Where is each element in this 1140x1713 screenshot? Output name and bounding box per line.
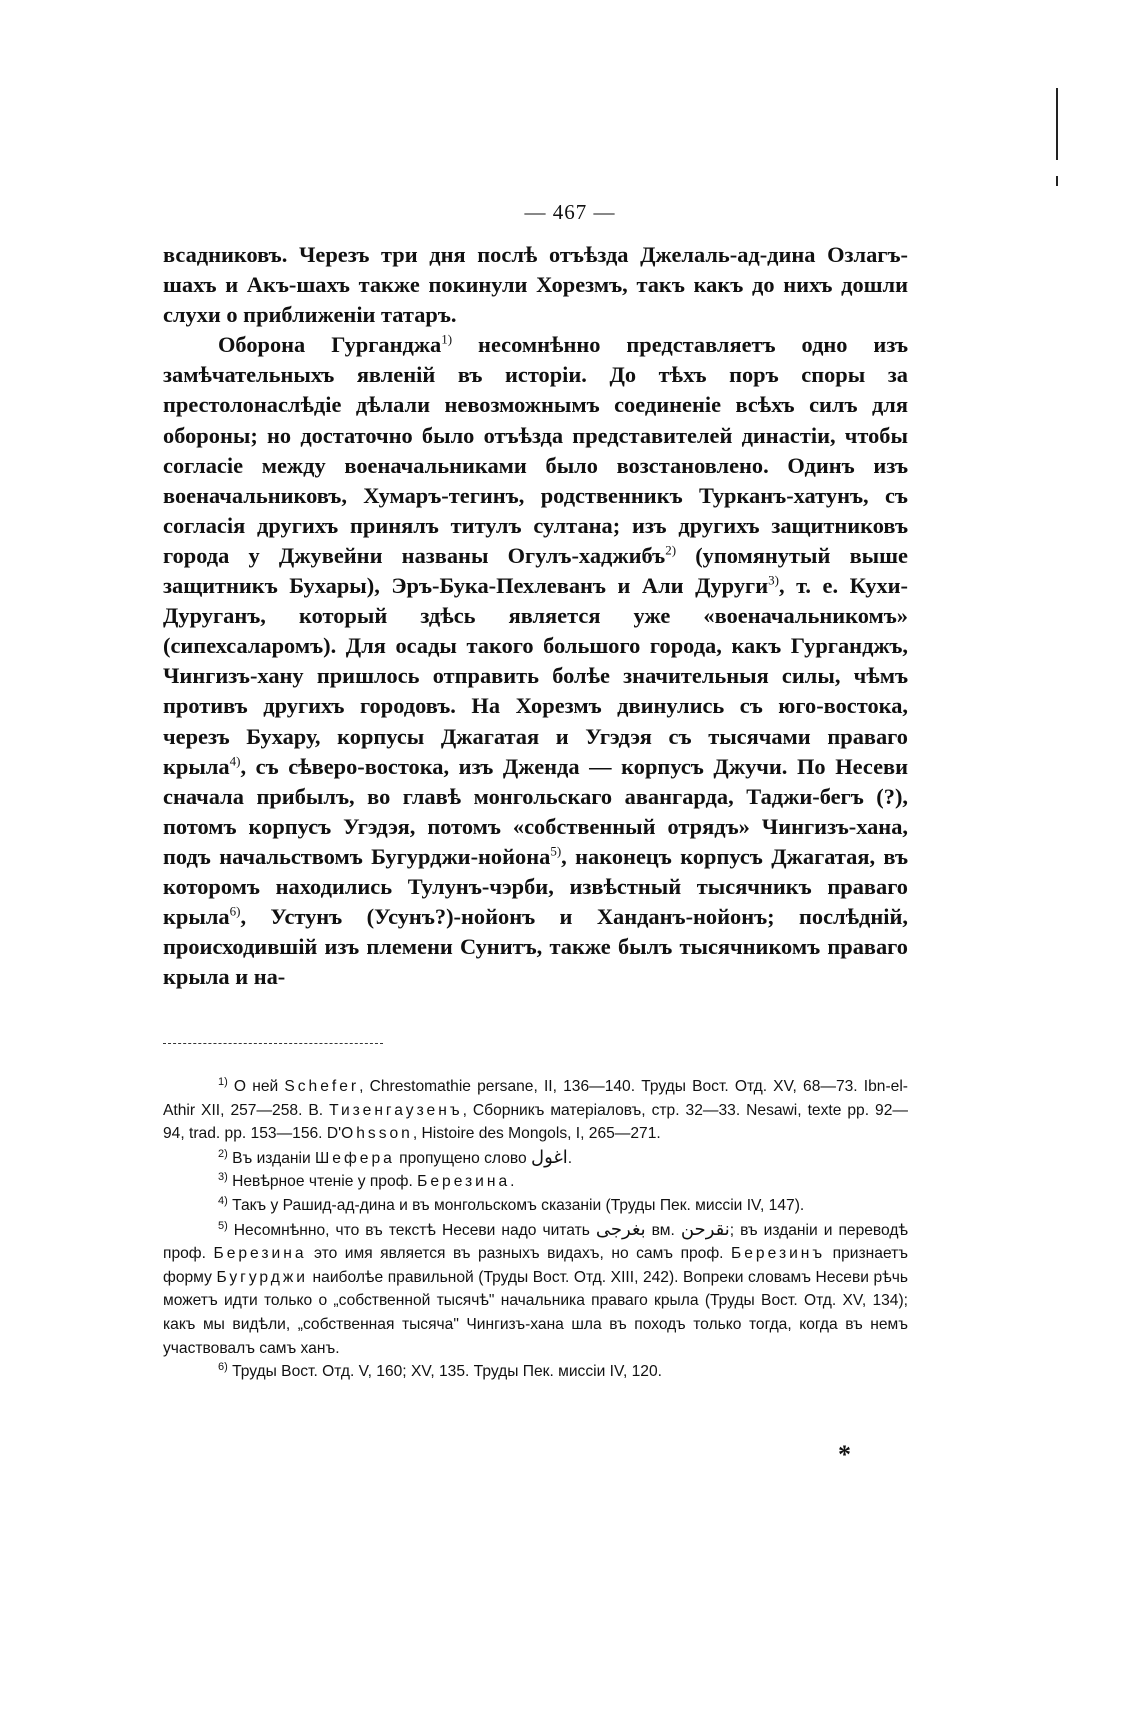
footnote-ref-1: 1)	[441, 331, 453, 347]
scan-edge-line	[1056, 176, 1058, 186]
footnote-ref-2: 2)	[665, 542, 677, 558]
footnote-4: $^{4)}$ Такъ у Рашид-ад-дина и въ монгольскомъ сказаніи (Труды Пек. миссіи IV, 147).	[218, 1194, 805, 1214]
arabic-word: نقرحن	[680, 1218, 730, 1240]
paragraph-1: всадниковъ. Черезъ три дня послѣ отъѣзда Джелаль-ад-дина Озлагъ-шахъ и Акъ-шахъ также покинули Хорезмъ, такъ какъ до нихъ дошли слухи о приближеніи татаръ.	[163, 242, 908, 328]
arabic-word: اغول	[531, 1146, 568, 1168]
main-text	[163, 240, 908, 992]
arabic-word: بغرجى	[595, 1218, 646, 1240]
footnote-3: $^{3)}$ Невѣрное чтеніе у проф. Березина.	[218, 1171, 515, 1191]
footnote-ref-3: 3)	[768, 572, 779, 588]
footnote-ref-4: 4)	[229, 753, 241, 769]
footnote-ref-5: 5)	[550, 843, 562, 859]
footnote-divider	[163, 1043, 383, 1044]
scan-edge-line	[1056, 88, 1058, 160]
footnote-2: $^{2)}$ Въ изданіи Шефера пропущено слово اغول.	[218, 1146, 573, 1168]
paragraph-2: Оборона Гурганджа$^{1)}$ несомнѣнно представляетъ одно изъ замѣчательныхъ явленій въ исторіи. До тѣхъ поръ споры за престолонаслѣдіе дѣлали невозможнымъ соединеніе всѣхъ силъ для обороны; но достаточно было отъѣзда представителей династіи, чтобы согласіе между военачальниками было возстановлено. Одинъ изъ военачальниковъ, Хумаръ-тегинъ, родственникъ Турканъ-хатунъ, съ согласія другихъ принялъ титулъ султана; изъ другихъ защитниковъ города у Джувейни названы Огулъ-хаджибъ$^{2)}$ (упомянутый выше защитникъ Бухары), Эръ-Бука-Пехлеванъ и Али Дуруги$^{3)}$, т. е. Кухи-Дуруганъ, который здѣсь является уже «военачальникомъ» (сипехсаларомъ). Для осады такого большого города, какъ Гурганджъ, Чингизъ-хану пришлось отправить болѣе значительныя силы, чѣмъ противъ другихъ городовъ. На Хорезмъ двинулись съ юго-востока, черезъ Бухару, корпусы Джагатая и Угэдэя съ тысячами праваго крыла$^{4)}$, съ сѣверо-востока, изъ Дженда — корпусъ Джучи. По Несеви сначала прибылъ, во главѣ монгольскаго авангарда, Таджи-бегъ (?), потомъ корпусъ Угэдэя, потомъ «собственный отрядъ» Чингизъ-хана, подъ начальствомъ Бугурджи-нойона$^{5)}$, наконецъ корпусъ Джагатая, въ которомъ находились Тулунъ-чэрби, извѣстный тысячникъ праваго крыла$^{6)}$, Устунъ (Усунъ?)-нойонъ и Ханданъ-нойонъ; послѣдній, происходившій изъ племени Сунитъ, также былъ тысячникомъ праваго крыла и на-	[163, 331, 909, 990]
footnote-1: $^{1)}$ О ней Schefer, Chrestomathie persane, II, 136—140. Труды Вост. Отд. XV, 68—73. Ibn-el-Athir XII, 257—258. В. Тизенгаузенъ, Сборникъ матеріаловъ, стр. 32—33. Nesawi, texte pp. 92—94, trad. pp. 153—156. D'Ohsson, Histoire des Mongols, I, 265—271.	[163, 1075, 908, 1143]
footnote-5: $^{5)}$ Несомнѣнно, что въ текстѣ Несеви надо читать بغرجى вм. نقرحن; въ изданіи и переводѣ проф. Березина это имя является въ разныхъ видахъ, но самъ проф. Березинъ признаетъ форму Бугурджи наиболѣе правильной (Труды Вост. Отд. XIII, 242). Вопреки словамъ Несеви рѣчь можетъ идти только о „собственной тысячѣ" начальника праваго крыла (Труды Вост. Отд. XV, 134); какъ мы видѣли, „собственная тысяча" Чингизъ-хана шла въ походъ только тогда, когда въ немъ участвовалъ самъ ханъ.	[163, 1218, 909, 1357]
footnote-ref-6: 6)	[229, 903, 241, 919]
page-number: — 467 —	[524, 200, 616, 224]
footnotes	[163, 1075, 908, 1384]
signature-mark: *	[838, 1440, 851, 1469]
footnote-6: $^{6)}$ Труды Вост. Отд. V, 160; XV, 135. Труды Пек. миссіи IV, 120.	[218, 1360, 662, 1381]
